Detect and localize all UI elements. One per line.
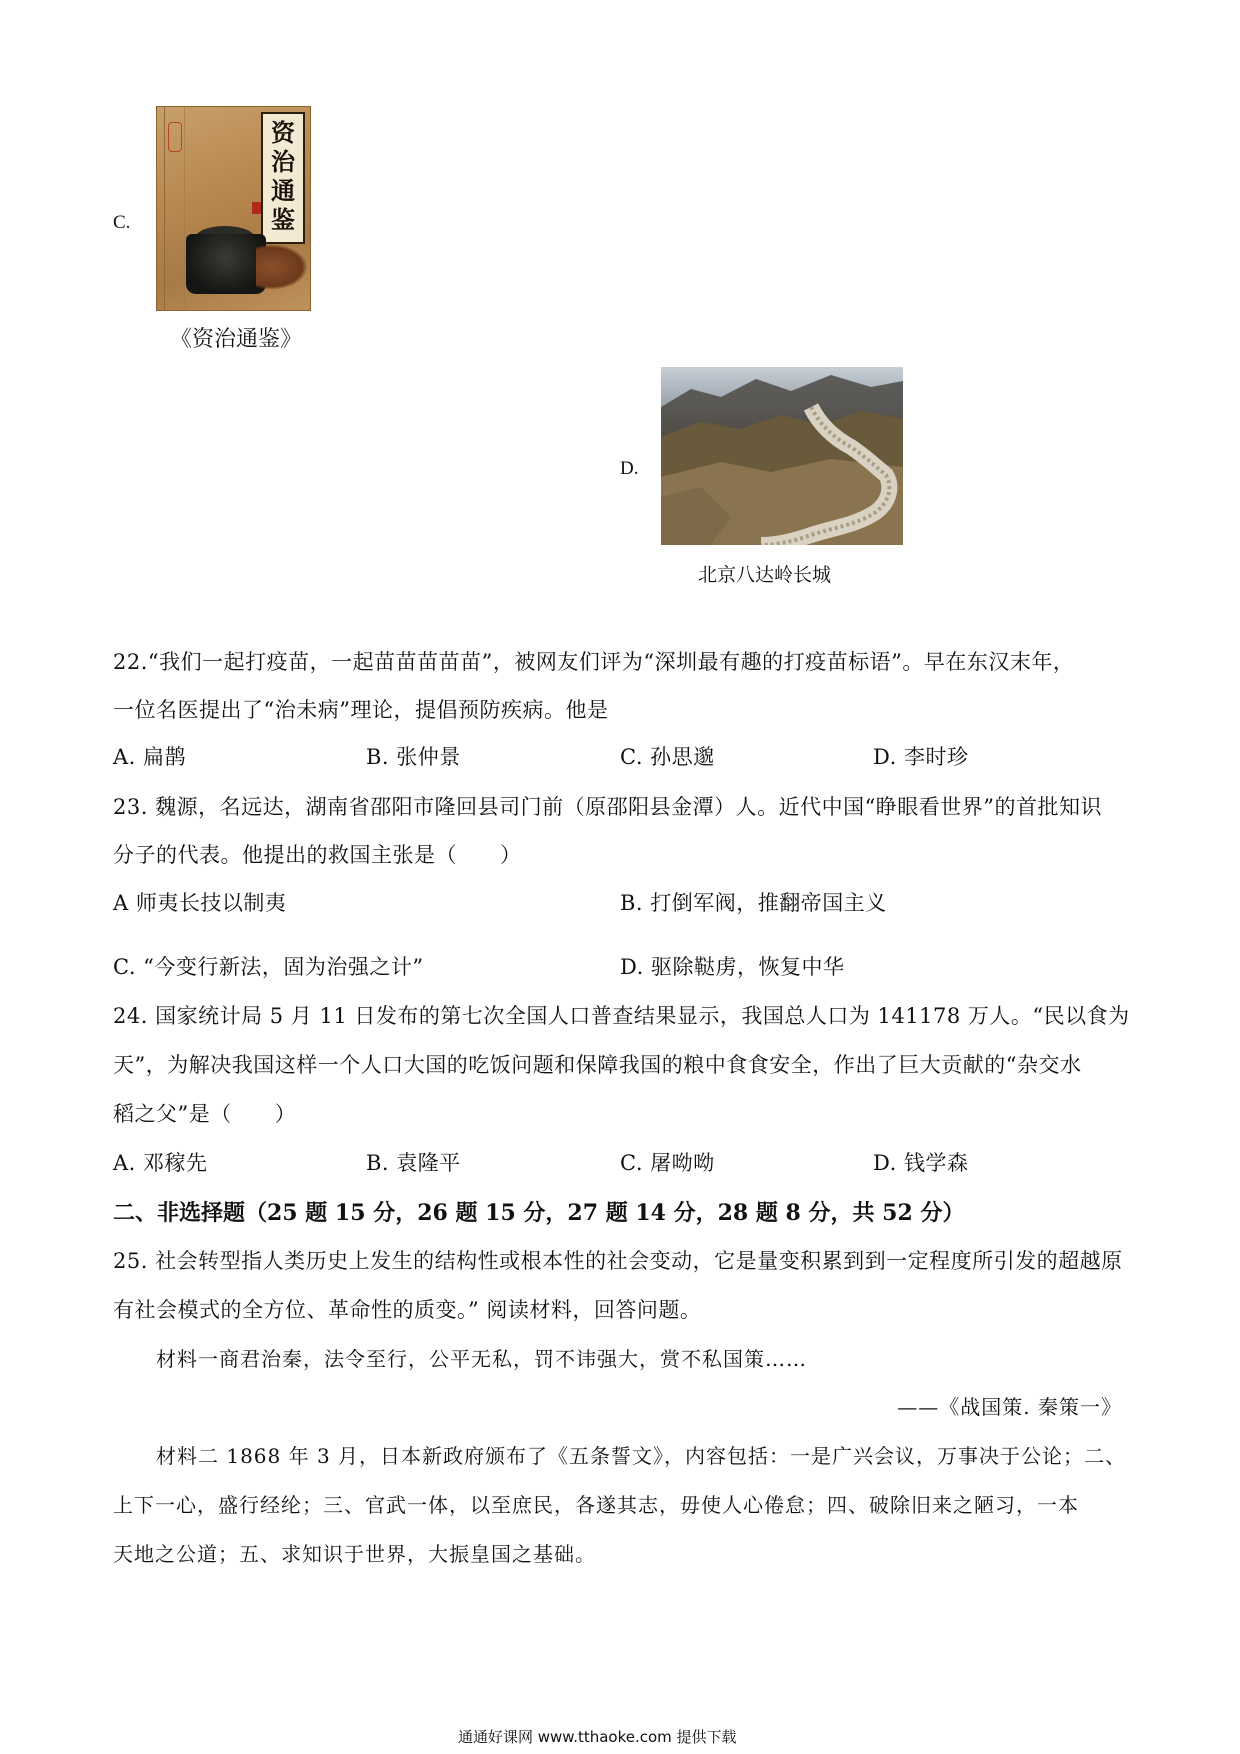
- q23-option-b: B. 打倒军阀，推翻帝国主义: [620, 891, 887, 915]
- option-d-label: D.: [620, 458, 639, 479]
- q25-material-1-source: ——《战国策. 秦策一》: [897, 1395, 1122, 1419]
- cover-title-char: 通: [271, 176, 295, 205]
- q24-stem-line: 稻之父”是（ ）: [113, 1102, 297, 1126]
- q23-option-a: A 师夷长技以制夷: [113, 891, 287, 915]
- option-c-caption: 《资治通鉴》: [170, 327, 303, 352]
- q24-option-a: A. 邓稼先: [113, 1151, 208, 1175]
- zizhi-tongjian-cover-image: [156, 106, 311, 311]
- q24-option-c: C. 屠呦呦: [620, 1151, 715, 1175]
- inkstone: [186, 234, 266, 294]
- q24-option-b: B. 袁隆平: [366, 1151, 461, 1175]
- q22-stem-line: 一位名医提出了“治未病”理论，提倡预防疾病。他是: [113, 698, 609, 722]
- cover-title-char: 资: [271, 118, 295, 147]
- footer-text: 通通好课网 www.tthaoke.com 提供下载: [458, 1728, 737, 1746]
- q23-option-c: C. “今变行新法，固为治强之计”: [113, 955, 424, 979]
- q23-stem-line: 23. 魏源，名远达，湖南省邵阳市隆回县司门前（原邵阳县金潭）人。近代中国“睁眼看世界”的首批知识: [113, 795, 1103, 819]
- q22-option-c: C. 孙思邈: [620, 745, 715, 769]
- great-wall-photo: [661, 367, 903, 545]
- q25-stem-line: 25. 社会转型指人类历史上发生的结构性或根本性的社会变动，它是量变积累到到一定程度所引发的超越原: [113, 1249, 1123, 1273]
- q23-option-d: D. 驱除鞑虏，恢复中华: [620, 955, 845, 979]
- q25-material-2-line: 上下一心，盛行经纶；三、官武一体，以至庶民，各遂其志，毋使人心倦怠；四、破除旧来之陋习，一本: [113, 1493, 1079, 1517]
- q24-stem-line: 天”，为解决我国这样一个人口大国的吃饭问题和保障我国的粮中食食安全，作出了巨大贡献的“杂交水: [113, 1053, 1082, 1077]
- book-spine-line: [164, 106, 165, 311]
- book-seal-mark: [168, 122, 182, 152]
- q23-stem-line: 分子的代表。他提出的救国主张是（ ）: [113, 843, 522, 867]
- q22-option-a: A. 扁鹊: [113, 745, 187, 769]
- option-d-caption: 北京八达岭长城: [698, 564, 832, 586]
- q25-material-2-line: 材料二 1868 年 3 月，日本新政府颁布了《五条誓文》，内容包括：一是广兴会议，万事决于公论；二、: [156, 1444, 1127, 1468]
- red-stamp: [252, 202, 261, 214]
- brush-tip: [256, 244, 308, 290]
- option-c-label: C.: [113, 212, 131, 233]
- q25-material-1: 材料一商君治秦，法令至行，公平无私，罚不讳强大，赏不私国策……: [156, 1347, 807, 1371]
- cover-title-char: 鉴: [271, 205, 295, 234]
- q25-stem-line: 有社会模式的全方位、革命性的质变。” 阅读材料，回答问题。: [113, 1298, 702, 1322]
- book-spine-line: [184, 106, 185, 311]
- q24-stem-line: 24. 国家统计局 5 月 11 日发布的第七次全国人口普查结果显示，我国总人口为 141178 万人。“民以食为: [113, 1004, 1130, 1028]
- cover-title-box: [261, 112, 305, 244]
- q22-stem-line: 22.“我们一起打疫苗，一起苗苗苗苗苗”，被网友们评为“深圳最有趣的打疫苗标语”。早在东汉末年，: [113, 650, 1075, 674]
- q25-material-2-line: 天地之公道；五、求知识于世界，大振皇国之基础。: [113, 1542, 596, 1566]
- q22-option-d: D. 李时珍: [873, 745, 969, 769]
- section-heading: 二、非选择题（25 题 15 分，26 题 15 分，27 题 14 分，28 题 8 分，共 52 分）: [113, 1200, 965, 1226]
- cover-title-char: 治: [271, 147, 295, 176]
- q24-option-d: D. 钱学森: [873, 1151, 969, 1175]
- q22-option-b: B. 张仲景: [366, 745, 461, 769]
